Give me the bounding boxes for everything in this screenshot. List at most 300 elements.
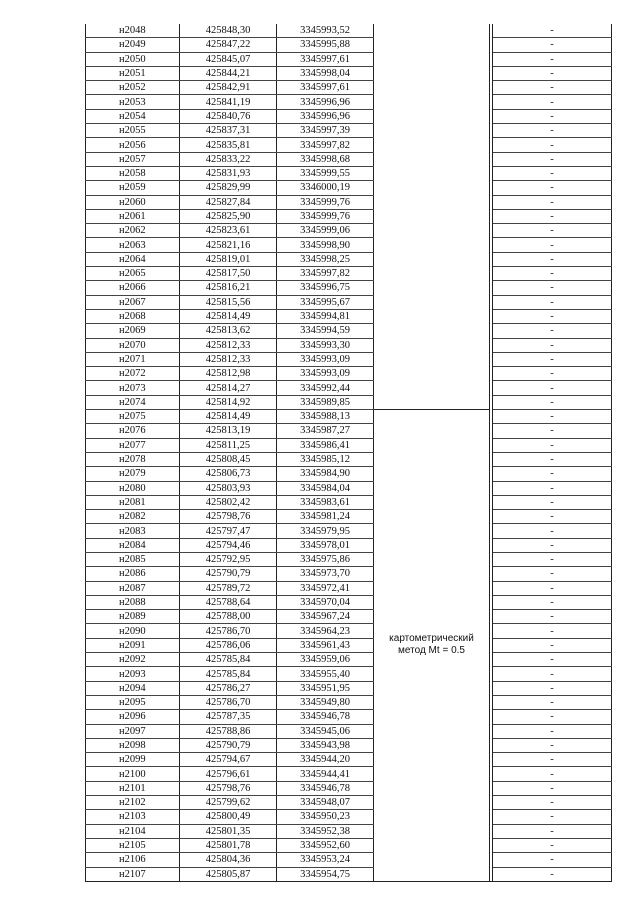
x-coordinate-cell: 425821,16	[180, 238, 277, 252]
y-coordinate-cell: 3345945,06	[277, 724, 374, 738]
x-coordinate-cell: 425786,70	[180, 624, 277, 638]
point-id-cell: н2069	[86, 324, 180, 338]
point-id-cell: н2071	[86, 352, 180, 366]
method-cell	[374, 52, 490, 66]
y-coordinate-cell: 3345993,09	[277, 367, 374, 381]
y-coordinate-cell: 3345996,75	[277, 281, 374, 295]
point-id-cell: н2104	[86, 824, 180, 838]
table-row	[86, 838, 612, 852]
method-cell	[374, 124, 490, 138]
note-cell: -	[493, 24, 612, 38]
note-cell: -	[493, 796, 612, 810]
y-coordinate-cell: 3345984,04	[277, 481, 374, 495]
point-id-cell: н2061	[86, 209, 180, 223]
x-coordinate-cell: 425786,70	[180, 695, 277, 709]
table-row	[86, 381, 612, 395]
table-row	[86, 738, 612, 752]
point-id-cell: н2066	[86, 281, 180, 295]
note-cell: -	[493, 438, 612, 452]
point-id-cell: н2097	[86, 724, 180, 738]
y-coordinate-cell: 3346000,19	[277, 181, 374, 195]
y-coordinate-cell: 3345997,82	[277, 267, 374, 281]
table-row	[86, 653, 612, 667]
table-row	[86, 324, 612, 338]
table-row	[86, 481, 612, 495]
y-coordinate-cell: 3345993,09	[277, 352, 374, 366]
x-coordinate-cell: 425788,86	[180, 724, 277, 738]
y-coordinate-cell: 3345985,12	[277, 452, 374, 466]
method-cell	[374, 195, 490, 209]
method-label-line1: картометрический	[389, 633, 474, 645]
note-cell: -	[493, 424, 612, 438]
x-coordinate-cell: 425814,27	[180, 381, 277, 395]
point-id-cell: н2084	[86, 538, 180, 552]
x-coordinate-cell: 425786,06	[180, 638, 277, 652]
note-cell: -	[493, 653, 612, 667]
table-row	[86, 109, 612, 123]
point-id-cell: н2087	[86, 581, 180, 595]
y-coordinate-cell: 3345996,96	[277, 95, 374, 109]
y-coordinate-cell: 3345999,76	[277, 209, 374, 223]
point-id-cell: н2067	[86, 295, 180, 309]
note-cell: -	[493, 767, 612, 781]
point-id-cell: н2107	[86, 867, 180, 881]
x-coordinate-cell: 425840,76	[180, 109, 277, 123]
x-coordinate-cell: 425837,31	[180, 124, 277, 138]
y-coordinate-cell: 3345981,24	[277, 510, 374, 524]
note-cell: -	[493, 52, 612, 66]
table-row	[86, 81, 612, 95]
point-id-cell: н2072	[86, 367, 180, 381]
x-coordinate-cell: 425799,62	[180, 796, 277, 810]
point-id-cell: н2093	[86, 667, 180, 681]
point-id-cell: н2073	[86, 381, 180, 395]
y-coordinate-cell: 3345994,81	[277, 309, 374, 323]
note-cell: -	[493, 138, 612, 152]
point-id-cell: н2089	[86, 610, 180, 624]
y-coordinate-cell: 3345998,68	[277, 152, 374, 166]
point-id-cell: н2077	[86, 438, 180, 452]
note-cell: -	[493, 838, 612, 852]
x-coordinate-cell: 425823,61	[180, 224, 277, 238]
method-cell	[374, 367, 490, 381]
table-row	[86, 295, 612, 309]
note-cell: -	[493, 853, 612, 867]
note-cell: -	[493, 352, 612, 366]
table-row	[86, 281, 612, 295]
note-cell: -	[493, 581, 612, 595]
point-id-cell: н2103	[86, 810, 180, 824]
note-cell: -	[493, 181, 612, 195]
y-coordinate-cell: 3345954,75	[277, 867, 374, 881]
table-row	[86, 95, 612, 109]
point-id-cell: н2054	[86, 109, 180, 123]
table-row	[86, 467, 612, 481]
y-coordinate-cell: 3345995,67	[277, 295, 374, 309]
table-row	[86, 681, 612, 695]
x-coordinate-cell: 425812,33	[180, 352, 277, 366]
table-row	[86, 52, 612, 66]
x-coordinate-cell: 425816,21	[180, 281, 277, 295]
y-coordinate-cell: 3345953,24	[277, 853, 374, 867]
x-coordinate-cell: 425817,50	[180, 267, 277, 281]
x-coordinate-cell: 425788,64	[180, 595, 277, 609]
point-id-cell: н2065	[86, 267, 180, 281]
y-coordinate-cell: 3345978,01	[277, 538, 374, 552]
y-coordinate-cell: 3345988,13	[277, 410, 374, 424]
x-coordinate-cell: 425788,00	[180, 610, 277, 624]
note-cell: -	[493, 738, 612, 752]
y-coordinate-cell: 3345997,39	[277, 124, 374, 138]
note-cell: -	[493, 166, 612, 180]
point-id-cell: н2068	[86, 309, 180, 323]
y-coordinate-cell: 3345986,41	[277, 438, 374, 452]
table-row	[86, 24, 612, 38]
table-row	[86, 867, 612, 881]
table-row	[86, 309, 612, 323]
x-coordinate-cell: 425794,46	[180, 538, 277, 552]
note-cell: -	[493, 681, 612, 695]
note-cell: -	[493, 552, 612, 566]
y-coordinate-cell: 3345972,41	[277, 581, 374, 595]
table-row	[86, 367, 612, 381]
x-coordinate-cell: 425798,76	[180, 781, 277, 795]
note-cell: -	[493, 267, 612, 281]
method-cell	[374, 381, 490, 395]
table-row	[86, 138, 612, 152]
point-id-cell: н2059	[86, 181, 180, 195]
point-id-cell: н2055	[86, 124, 180, 138]
point-id-cell: н2106	[86, 853, 180, 867]
point-id-cell: н2100	[86, 767, 180, 781]
note-cell: -	[493, 281, 612, 295]
point-id-cell: н2058	[86, 166, 180, 180]
y-coordinate-cell: 3345993,30	[277, 338, 374, 352]
method-cell	[374, 138, 490, 152]
x-coordinate-cell: 425813,19	[180, 424, 277, 438]
x-coordinate-cell: 425842,91	[180, 81, 277, 95]
point-id-cell: н2090	[86, 624, 180, 638]
table-row	[86, 524, 612, 538]
method-cell	[374, 209, 490, 223]
x-coordinate-cell: 425802,42	[180, 495, 277, 509]
x-coordinate-cell: 425808,45	[180, 452, 277, 466]
table-row	[86, 781, 612, 795]
table-row	[86, 581, 612, 595]
y-coordinate-cell: 3345955,40	[277, 667, 374, 681]
table-row	[86, 124, 612, 138]
table-row	[86, 796, 612, 810]
note-cell: -	[493, 324, 612, 338]
point-id-cell: н2075	[86, 410, 180, 424]
y-coordinate-cell: 3345973,70	[277, 567, 374, 581]
y-coordinate-cell: 3345997,61	[277, 81, 374, 95]
coordinates-table	[85, 24, 612, 882]
table-row	[86, 595, 612, 609]
x-coordinate-cell: 425827,84	[180, 195, 277, 209]
table-row	[86, 695, 612, 709]
x-coordinate-cell: 425798,76	[180, 510, 277, 524]
point-id-cell: н2064	[86, 252, 180, 266]
x-coordinate-cell: 425814,49	[180, 410, 277, 424]
x-coordinate-cell: 425813,62	[180, 324, 277, 338]
table-row	[86, 567, 612, 581]
y-coordinate-cell: 3345987,27	[277, 424, 374, 438]
point-id-cell: н2094	[86, 681, 180, 695]
note-cell: -	[493, 810, 612, 824]
x-coordinate-cell: 425806,73	[180, 467, 277, 481]
table-row	[86, 410, 612, 424]
x-coordinate-cell: 425796,61	[180, 767, 277, 781]
method-cell	[374, 181, 490, 195]
point-id-cell: н2070	[86, 338, 180, 352]
point-id-cell: н2101	[86, 781, 180, 795]
point-id-cell: н2083	[86, 524, 180, 538]
note-cell: -	[493, 753, 612, 767]
table-row	[86, 424, 612, 438]
x-coordinate-cell: 425845,07	[180, 52, 277, 66]
note-cell: -	[493, 595, 612, 609]
table-row	[86, 853, 612, 867]
note-cell: -	[493, 381, 612, 395]
method-cell	[374, 166, 490, 180]
table-row	[86, 610, 612, 624]
table-row	[86, 352, 612, 366]
method-cell	[374, 24, 490, 38]
x-coordinate-cell: 425792,95	[180, 552, 277, 566]
table-row	[86, 395, 612, 409]
y-coordinate-cell: 3345979,95	[277, 524, 374, 538]
point-id-cell: н2102	[86, 796, 180, 810]
table-row	[86, 810, 612, 824]
point-id-cell: н2053	[86, 95, 180, 109]
y-coordinate-cell: 3345944,20	[277, 753, 374, 767]
x-coordinate-cell: 425790,79	[180, 567, 277, 581]
note-cell: -	[493, 781, 612, 795]
method-cell	[374, 338, 490, 352]
table-row	[86, 724, 612, 738]
x-coordinate-cell: 425786,27	[180, 681, 277, 695]
table-row	[86, 238, 612, 252]
x-coordinate-cell: 425789,72	[180, 581, 277, 595]
y-coordinate-cell: 3345989,85	[277, 395, 374, 409]
note-cell: -	[493, 481, 612, 495]
note-cell: -	[493, 252, 612, 266]
point-id-cell: н2078	[86, 452, 180, 466]
y-coordinate-cell: 3345999,06	[277, 224, 374, 238]
y-coordinate-cell: 3345951,95	[277, 681, 374, 695]
x-coordinate-cell: 425833,22	[180, 152, 277, 166]
method-cell	[374, 267, 490, 281]
method-cell-merged	[374, 410, 490, 882]
point-id-cell: н2098	[86, 738, 180, 752]
point-id-cell: н2105	[86, 838, 180, 852]
y-coordinate-cell: 3345992,44	[277, 381, 374, 395]
table-row	[86, 166, 612, 180]
y-coordinate-cell: 3345950,23	[277, 810, 374, 824]
method-cell	[374, 281, 490, 295]
x-coordinate-cell: 425803,93	[180, 481, 277, 495]
x-coordinate-cell: 425812,33	[180, 338, 277, 352]
table-row	[86, 209, 612, 223]
table-row	[86, 638, 612, 652]
point-id-cell: н2079	[86, 467, 180, 481]
y-coordinate-cell: 3345984,90	[277, 467, 374, 481]
x-coordinate-cell: 425811,25	[180, 438, 277, 452]
method-cell	[374, 81, 490, 95]
note-cell: -	[493, 467, 612, 481]
note-cell: -	[493, 95, 612, 109]
note-cell: -	[493, 495, 612, 509]
y-coordinate-cell: 3345975,86	[277, 552, 374, 566]
table-row	[86, 267, 612, 281]
note-cell: -	[493, 710, 612, 724]
x-coordinate-cell: 425794,67	[180, 753, 277, 767]
method-cell	[374, 224, 490, 238]
x-coordinate-cell: 425835,81	[180, 138, 277, 152]
note-cell: -	[493, 667, 612, 681]
point-id-cell: н2063	[86, 238, 180, 252]
note-cell: -	[493, 724, 612, 738]
x-coordinate-cell: 425787,35	[180, 710, 277, 724]
x-coordinate-cell: 425801,78	[180, 838, 277, 852]
method-cell	[374, 238, 490, 252]
note-cell: -	[493, 410, 612, 424]
y-coordinate-cell: 3345998,25	[277, 252, 374, 266]
note-cell: -	[493, 238, 612, 252]
table-row	[86, 510, 612, 524]
note-cell: -	[493, 309, 612, 323]
note-cell: -	[493, 38, 612, 52]
y-coordinate-cell: 3345946,78	[277, 781, 374, 795]
table-row	[86, 224, 612, 238]
table-row	[86, 252, 612, 266]
method-cell	[374, 152, 490, 166]
x-coordinate-cell: 425790,79	[180, 738, 277, 752]
note-cell: -	[493, 395, 612, 409]
x-coordinate-cell: 425785,84	[180, 667, 277, 681]
y-coordinate-cell: 3345999,55	[277, 166, 374, 180]
point-id-cell: н2088	[86, 595, 180, 609]
method-cell	[374, 252, 490, 266]
method-label-line2: метод Mt = 0.5	[398, 645, 465, 657]
note-cell: -	[493, 524, 612, 538]
method-cell	[374, 109, 490, 123]
x-coordinate-cell: 425847,22	[180, 38, 277, 52]
x-coordinate-cell: 425825,90	[180, 209, 277, 223]
y-coordinate-cell: 3345998,90	[277, 238, 374, 252]
table-row	[86, 767, 612, 781]
point-id-cell: н2050	[86, 52, 180, 66]
table-row	[86, 495, 612, 509]
point-id-cell: н2062	[86, 224, 180, 238]
y-coordinate-cell: 3345995,88	[277, 38, 374, 52]
x-coordinate-cell: 425805,87	[180, 867, 277, 881]
method-cell	[374, 95, 490, 109]
point-id-cell: н2086	[86, 567, 180, 581]
note-cell: -	[493, 538, 612, 552]
x-coordinate-cell: 425831,93	[180, 166, 277, 180]
y-coordinate-cell: 3345993,52	[277, 24, 374, 38]
x-coordinate-cell: 425801,35	[180, 824, 277, 838]
table-row	[86, 195, 612, 209]
table-row	[86, 824, 612, 838]
method-cell	[374, 66, 490, 80]
point-id-cell: н2080	[86, 481, 180, 495]
point-id-cell: н2095	[86, 695, 180, 709]
x-coordinate-cell: 425848,30	[180, 24, 277, 38]
table-row	[86, 624, 612, 638]
y-coordinate-cell: 3345983,61	[277, 495, 374, 509]
point-id-cell: н2099	[86, 753, 180, 767]
note-cell: -	[493, 867, 612, 881]
y-coordinate-cell: 3345970,04	[277, 595, 374, 609]
table-row	[86, 338, 612, 352]
method-cell	[374, 352, 490, 366]
point-id-cell: н2082	[86, 510, 180, 524]
method-cell	[374, 309, 490, 323]
coordinates-table-body	[86, 24, 612, 881]
x-coordinate-cell: 425844,21	[180, 66, 277, 80]
note-cell: -	[493, 109, 612, 123]
y-coordinate-cell: 3345997,82	[277, 138, 374, 152]
y-coordinate-cell: 3345946,78	[277, 710, 374, 724]
point-id-cell: н2052	[86, 81, 180, 95]
x-coordinate-cell: 425815,56	[180, 295, 277, 309]
note-cell: -	[493, 567, 612, 581]
y-coordinate-cell: 3345967,24	[277, 610, 374, 624]
point-id-cell: н2051	[86, 66, 180, 80]
x-coordinate-cell: 425819,01	[180, 252, 277, 266]
point-id-cell: н2096	[86, 710, 180, 724]
y-coordinate-cell: 3345964,23	[277, 624, 374, 638]
y-coordinate-cell: 3345943,98	[277, 738, 374, 752]
y-coordinate-cell: 3345998,04	[277, 66, 374, 80]
x-coordinate-cell: 425804,36	[180, 853, 277, 867]
table-row	[86, 38, 612, 52]
table-row	[86, 438, 612, 452]
x-coordinate-cell: 425797,47	[180, 524, 277, 538]
note-cell: -	[493, 695, 612, 709]
y-coordinate-cell: 3345999,76	[277, 195, 374, 209]
note-cell: -	[493, 295, 612, 309]
note-cell: -	[493, 624, 612, 638]
method-cell	[374, 395, 490, 409]
point-id-cell: н2085	[86, 552, 180, 566]
table-row	[86, 710, 612, 724]
table-row	[86, 538, 612, 552]
note-cell: -	[493, 452, 612, 466]
y-coordinate-cell: 3345996,96	[277, 109, 374, 123]
point-id-cell: н2081	[86, 495, 180, 509]
method-cell	[374, 324, 490, 338]
table-row	[86, 152, 612, 166]
note-cell: -	[493, 81, 612, 95]
y-coordinate-cell: 3345944,41	[277, 767, 374, 781]
x-coordinate-cell: 425841,19	[180, 95, 277, 109]
x-coordinate-cell: 425800,49	[180, 810, 277, 824]
note-cell: -	[493, 638, 612, 652]
y-coordinate-cell: 3345952,60	[277, 838, 374, 852]
point-id-cell: н2048	[86, 24, 180, 38]
y-coordinate-cell: 3345959,06	[277, 653, 374, 667]
y-coordinate-cell: 3345961,43	[277, 638, 374, 652]
table-row	[86, 452, 612, 466]
y-coordinate-cell: 3345948,07	[277, 796, 374, 810]
point-id-cell: н2060	[86, 195, 180, 209]
table-row	[86, 66, 612, 80]
x-coordinate-cell: 425814,49	[180, 309, 277, 323]
